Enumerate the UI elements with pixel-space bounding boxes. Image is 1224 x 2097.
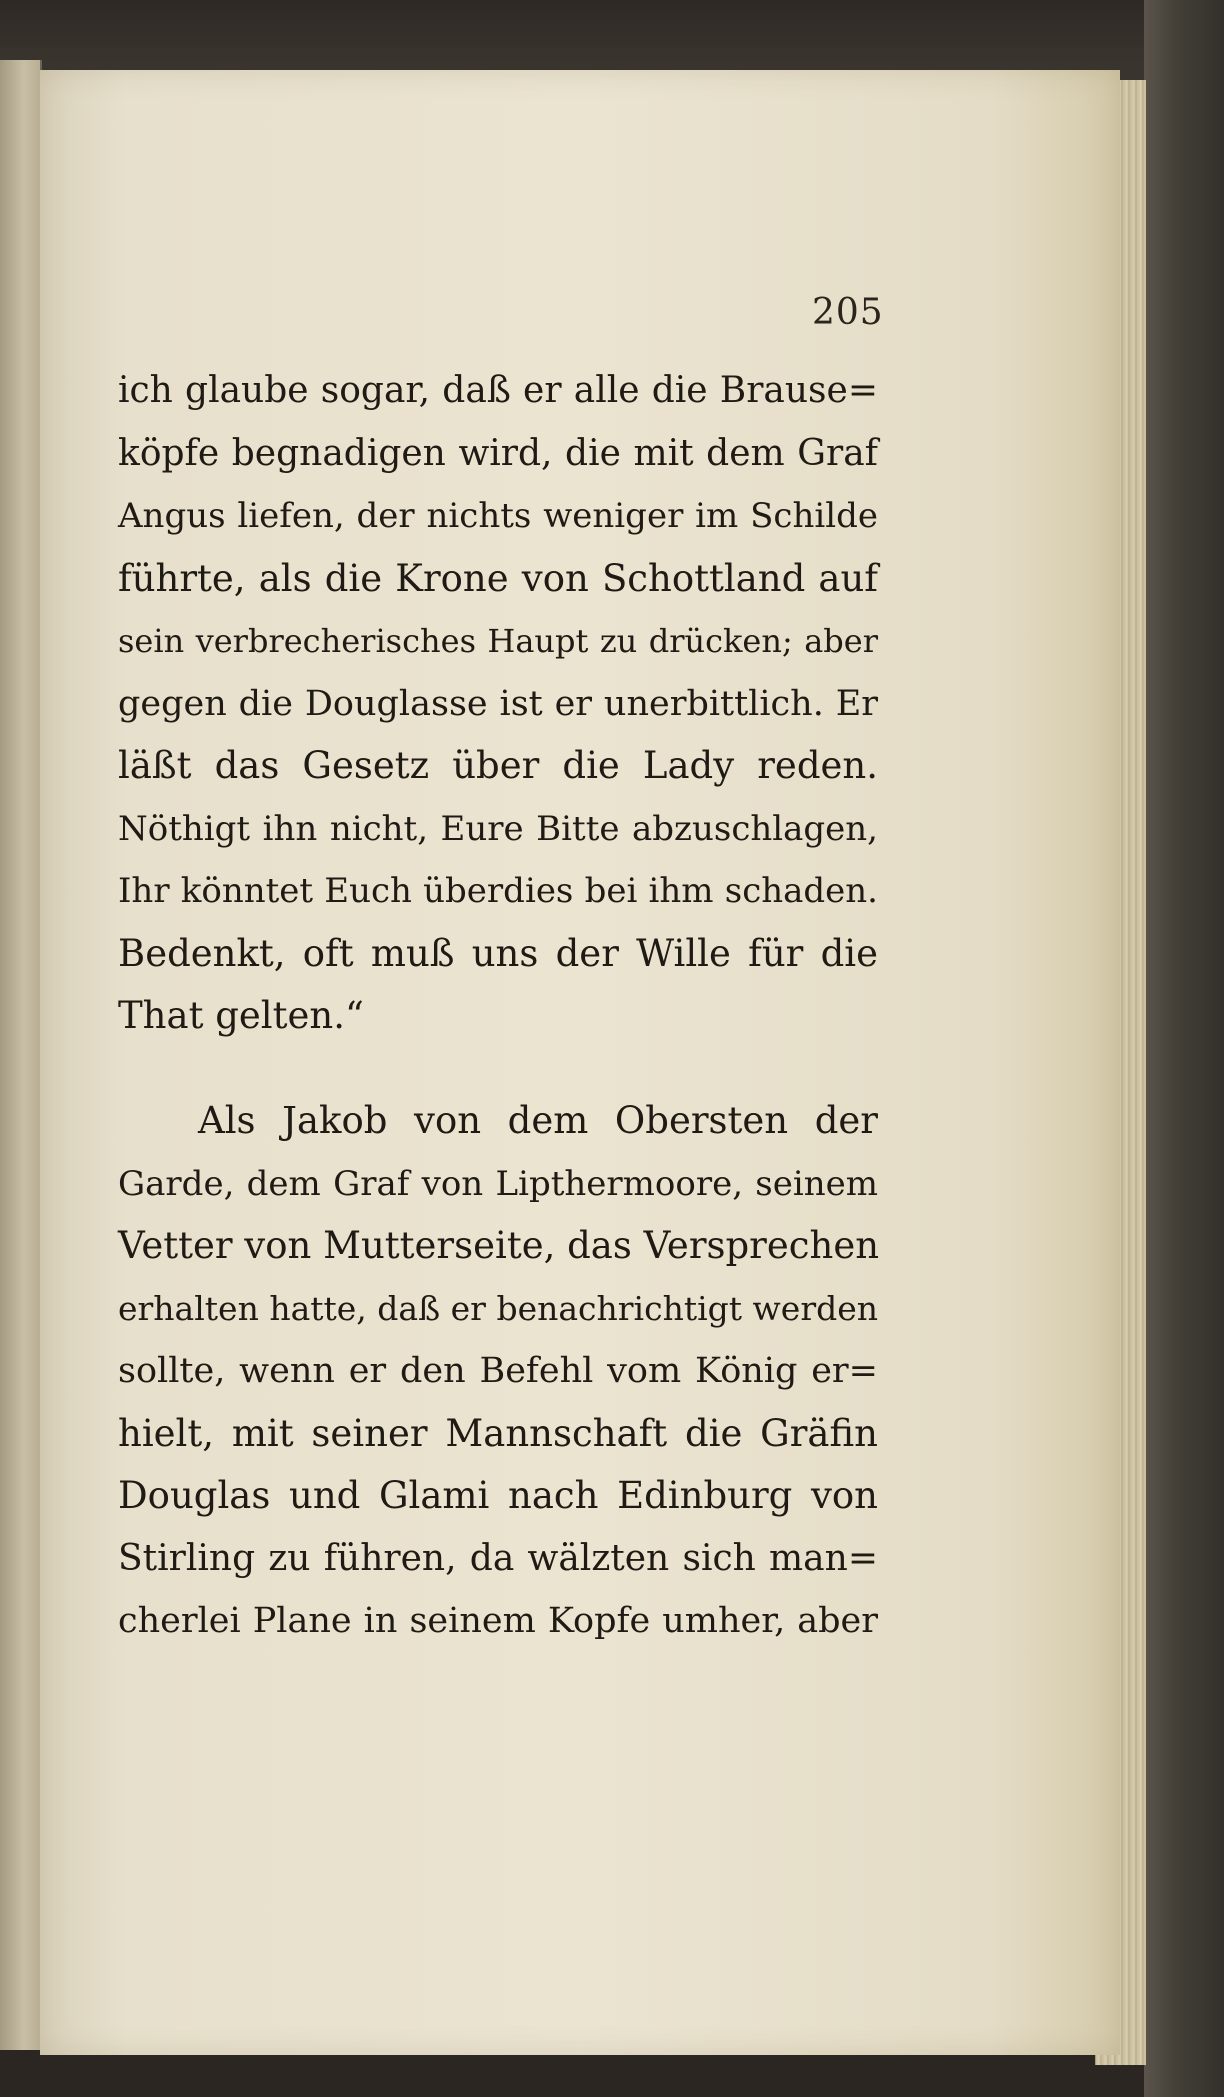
text-line: führte, als die Krone von Schottland auf — [118, 556, 878, 600]
text-line: Vetter von Mutterseite, das Versprechen — [118, 1224, 880, 1267]
page-number: 205 — [812, 292, 884, 333]
text-line: Als Jakob von dem Obersten der — [198, 1099, 878, 1142]
text-line: Angus liefen, der nichts weniger im Schilde — [118, 496, 878, 536]
text-line: Stirling zu führen, da wälzten sich man= — [118, 1537, 878, 1579]
text-line: hielt, mit seiner Mannschaft die Gräfin — [118, 1411, 878, 1455]
text-line: Ihr könntet Euch überdies bei ihm schaden. — [118, 871, 878, 911]
text-line: gegen die Douglasse ist er unerbittlich. Er — [118, 683, 878, 724]
paragraph-2 — [118, 1090, 878, 1653]
text-line: köpfe begnadigen wird, die mit dem Graf — [118, 432, 878, 474]
text-line: Bedenkt, oft muß uns der Wille für die — [118, 931, 878, 975]
text-line: läßt das Gesetz über die Lady reden. — [118, 744, 878, 787]
text-line: That gelten.“ — [118, 994, 364, 1037]
text-line: sein verbrecherisches Haupt zu drücken; aber — [118, 622, 878, 660]
text-line: erhalten hatte, daß er benachrichtigt werden — [118, 1288, 878, 1328]
text-line: Douglas und Glami nach Edinburg von — [118, 1474, 878, 1517]
paragraph-1 — [118, 360, 878, 1048]
previous-page-edge — [0, 60, 42, 2050]
text-line: sollte, wenn er den Befehl vom König er= — [118, 1351, 878, 1391]
text-line: ich glaube sogar, daß er alle die Brause= — [118, 370, 878, 411]
text-line: Nöthigt ihn nicht, Eure Bitte abzuschlagen, — [118, 808, 878, 849]
text-line: cherlei Plane in seinem Kopfe umher, aber — [118, 1601, 878, 1641]
text-line: Garde, dem Graf von Lipthermoore, seinem — [118, 1163, 878, 1204]
book-cover-edge — [1144, 0, 1224, 2097]
